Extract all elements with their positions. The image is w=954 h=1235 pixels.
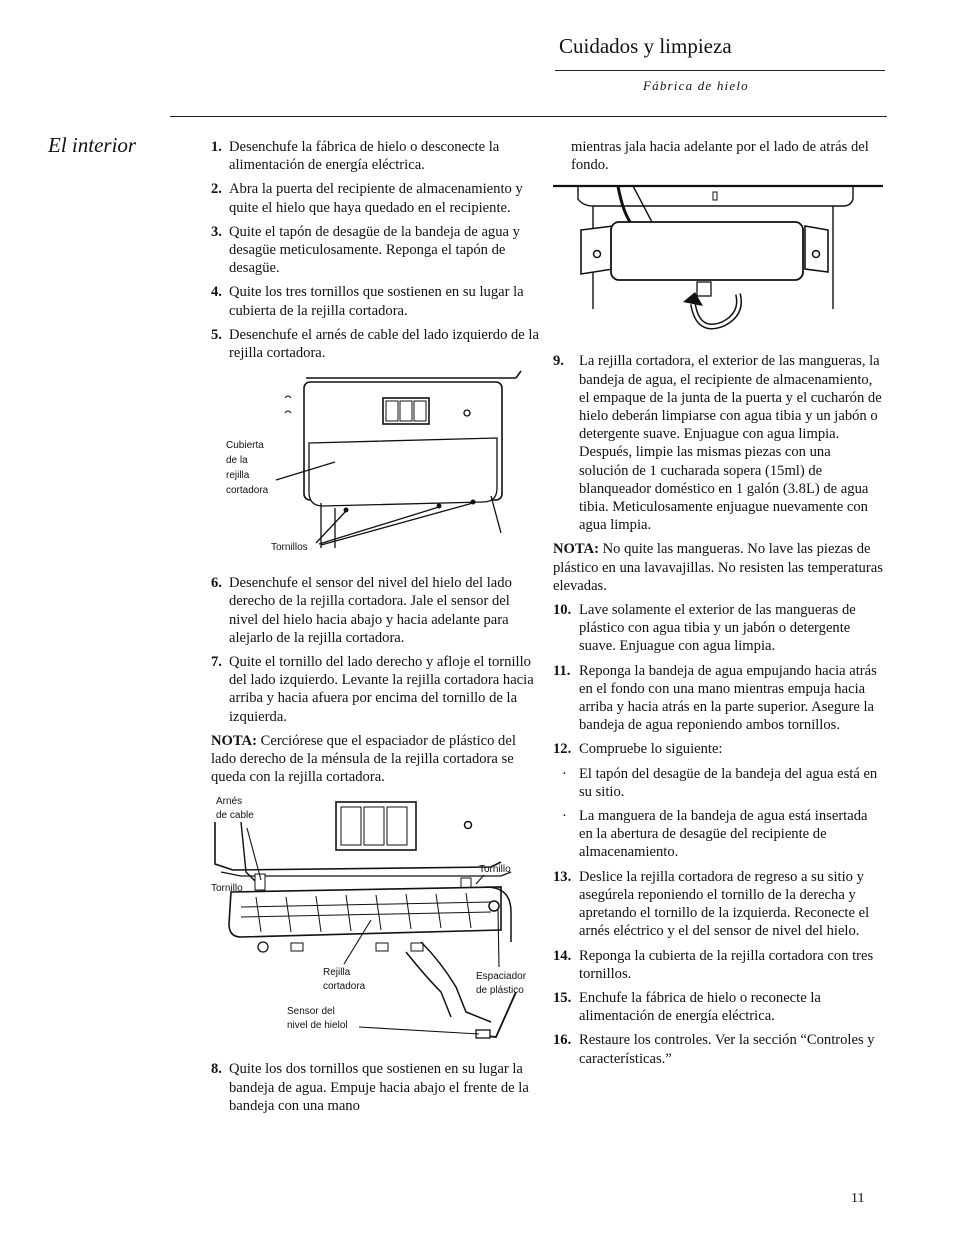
figure2-label-screw-left: Tornillo — [211, 883, 243, 895]
figure1-label-cover-3: rejilla — [226, 470, 250, 482]
step-16: 16. Restaure los controles. Ver la sección “Controles y características.” — [553, 1032, 875, 1067]
cutter-grid-cover-figure — [211, 368, 541, 568]
figure2-label-screw-right: Tornillo — [479, 864, 511, 876]
bullet-icon: · — [562, 808, 567, 825]
header-divider — [555, 70, 885, 71]
step-5: 5. Desenchufe el arnés de cable del lado izquierdo de la rejilla cortadora. — [211, 326, 539, 362]
column-right — [553, 138, 883, 1074]
column-left — [211, 138, 541, 1121]
page-number: 11 — [851, 1191, 865, 1206]
section-title: El interior — [48, 133, 137, 157]
figure2-label-sensor-1: Sensor del — [287, 1006, 335, 1018]
step-15: 15. Enchufe la fábrica de hielo o reconecte la alimentación de energía eléctrica. — [553, 989, 821, 1025]
checklist-item: · El tapón del desagüe de la bandeja del agua está en su sitio. — [562, 765, 878, 800]
figure1-label-cover-4: cortadora — [226, 485, 269, 497]
header-subtitle: Fábrica de hielo — [643, 78, 749, 93]
figure2-label-grid-2: cortadora — [323, 981, 366, 993]
section-divider — [170, 116, 887, 117]
step-11: 11. Reponga la bandeja de agua empujando hacia atrás en el fondo con una mano mientras empuja hacia arriba y hacia atrás en la parte superior. Asegure la bandeja de agua reponiendo ambos tornillos. — [553, 662, 877, 734]
figure1-label-cover-1: Cubierta — [226, 440, 264, 452]
figure2-label-spacer-2: de plástico — [476, 985, 524, 997]
step-4: 4. Quite los tres tornillos que sostienen en su lugar la cubierta de la rejilla cortadora. — [211, 284, 524, 319]
note-2: NOTA: No quite las mangueras. No lave las piezas de plástico en una lavavajillas. No resisten las temperaturas elevadas. — [553, 541, 883, 594]
figure2-label-harness-2: de cable — [216, 810, 254, 822]
figure2-label-spacer-1: Espaciador — [476, 971, 527, 983]
figure2-label-grid-1: Rejilla — [323, 967, 351, 979]
step-12: 12. Compruebe lo siguiente: — [553, 741, 723, 758]
step-7: 7. Quite el tornillo del lado derecho y afloje el tornillo del lado izquierdo. Levante la rejilla cortadora hacia arriba y hacia afuera por encima del tornillo de la izquierda. — [211, 654, 534, 725]
figure1-label-cover-2: de la — [226, 455, 248, 467]
checklist-item: · La manguera de la bandeja de agua está insertada en la abertura de desagüe del recipiente de almacenamiento. — [562, 808, 868, 861]
note-1: NOTA: Cerciórese que el espaciador de plástico del lado derecho de la ménsula de la rejilla cortadora se queda con la rejilla cortadora. — [211, 732, 516, 786]
step-8: 8. Quite los dos tornillos que sostienen en su lugar la bandeja de agua. Empuje hacia abajo el frente de la bandeja con una mano — [211, 1061, 529, 1114]
step-6: 6. Desenchufe el sensor del nivel del hielo del lado derecho de la rejilla cortadora. Jale el sensor del nivel del hielo hacia abajo y hacia adelante para alejarlo de la rejilla cortadora. — [211, 575, 512, 646]
figure1-label-screws: Tornillos — [271, 542, 308, 554]
step-2: 2. Abra la puerta del recipiente de almacenamiento y quite el hielo que haya quedado en el recipiente. — [211, 181, 523, 216]
bullet-icon: · — [562, 765, 567, 782]
figure2-label-sensor-2: nivel de hielol — [287, 1020, 348, 1032]
step-3: 3. Quite el tapón de desagüe de la bandeja de agua y desagüe meticulosamente. Reponga el tapón de desagüe. — [211, 223, 520, 277]
step-8-continuation: mientras jala hacia adelante por el lado de atrás del fondo. — [571, 139, 869, 174]
step-14: 14. Reponga la cubierta de la rejilla cortadora con tres tornillos. — [553, 947, 874, 982]
header-title: Cuidados y limpieza — [559, 34, 732, 58]
step-9: 9. La rejilla cortadora, el exterior de las mangueras, la bandeja de agua, el recipiente de almacenamiento, el empaque de la junta de la puerta y el cucharón de hielo deberán limpiarse con agua tibia y un jabón o detergente suave. Enjuague con agua limpia. Después, limpie las mismas piezas con una solución de 1 cucharada sopera (15ml) de blanqueador doméstico en 1 galón (3.8L) de agua tibia. Meticulosamente enjuague nuevamente con agua limpia. — [553, 353, 882, 534]
cutter-grid-removal-figure — [211, 792, 541, 1054]
water-tray-removal-figure — [553, 184, 883, 334]
step-13: 13. Deslice la rejilla cortadora de regreso a su sitio y asegúrela reponiendo el tornillo de la derecha y apretando el tornillo de la izquierda. Reconecte el arnés eléctrico y el del sensor de nivel del hielo. — [553, 868, 870, 940]
figure2-label-harness-1: Arnés — [216, 796, 243, 808]
step-1: 1. Desenchufe la fábrica de hielo o desconecte la alimentación de energía eléctrica. — [211, 139, 500, 174]
step-10: 10. Lave solamente el exterior de las mangueras de plástico con agua tibia y un jabón o detergente suave. Enjuague con agua limpia. — [553, 602, 856, 655]
